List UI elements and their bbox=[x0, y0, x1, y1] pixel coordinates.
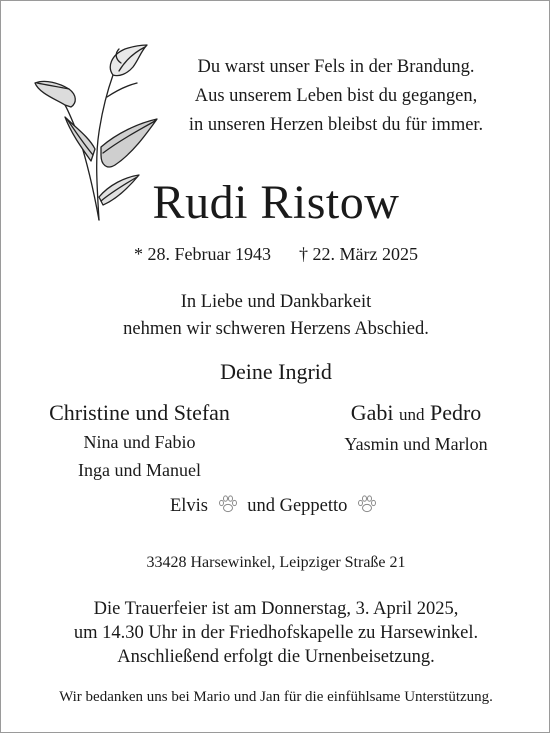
thanks-note: Wir bedanken uns bei Mario und Jan für die einfühlsame Unterstützung. bbox=[59, 689, 493, 705]
pet-name-1: Elvis bbox=[169, 496, 208, 516]
service-line-3: Anschließend erfolgt die Urnenbeisetzung. bbox=[117, 647, 435, 667]
deceased-name: Rudi Ristow bbox=[152, 176, 400, 229]
family-right-name-2: Pedro bbox=[429, 400, 482, 425]
condolence-line-2: nehmen wir schweren Herzens Abschied. bbox=[123, 319, 429, 339]
family-left-member-2: Inga und Manuel bbox=[78, 460, 201, 480]
paw-icon bbox=[217, 494, 239, 514]
pet-name-2: und Geppetto bbox=[247, 496, 348, 516]
condolence-text bbox=[1, 289, 550, 343]
family-left-member-1: Nina und Fabio bbox=[83, 432, 196, 452]
service-info bbox=[1, 597, 550, 669]
spouse-name: Deine Ingrid bbox=[220, 359, 332, 384]
family-right-joiner: und bbox=[398, 405, 425, 424]
death-date: † 22. März 2025 bbox=[299, 244, 418, 264]
family-right bbox=[301, 398, 531, 458]
poem-line-1: Du warst unser Fels in der Brandung. bbox=[197, 57, 475, 77]
family-left bbox=[27, 398, 252, 484]
address: 33428 Harsewinkel, Leipziger Straße 21 bbox=[146, 554, 406, 571]
birth-date: * 28. Februar 1943 bbox=[134, 244, 271, 264]
life-dates bbox=[1, 242, 550, 266]
condolence-line-1: In Liebe und Dankbarkeit bbox=[180, 292, 372, 312]
family-right-name-1: Gabi bbox=[350, 400, 394, 425]
service-line-2: um 14.30 Uhr in der Friedhofskapelle zu Harsewinkel. bbox=[73, 623, 479, 643]
family-right-heading bbox=[301, 398, 531, 430]
service-line-1: Die Trauerfeier ist am Donnerstag, 3. April 2025, bbox=[93, 599, 459, 619]
poem-line-2: Aus unserem Leben bist du gegangen, bbox=[194, 86, 478, 106]
paw-icon bbox=[356, 494, 378, 514]
pets-line bbox=[1, 491, 550, 521]
family-left-heading: Christine und Stefan bbox=[49, 400, 230, 425]
poem-line-3: in unseren Herzen bleibst du für immer. bbox=[188, 115, 484, 135]
family-right-member-1: Yasmin und Marlon bbox=[344, 434, 488, 454]
poem bbox=[151, 53, 521, 140]
